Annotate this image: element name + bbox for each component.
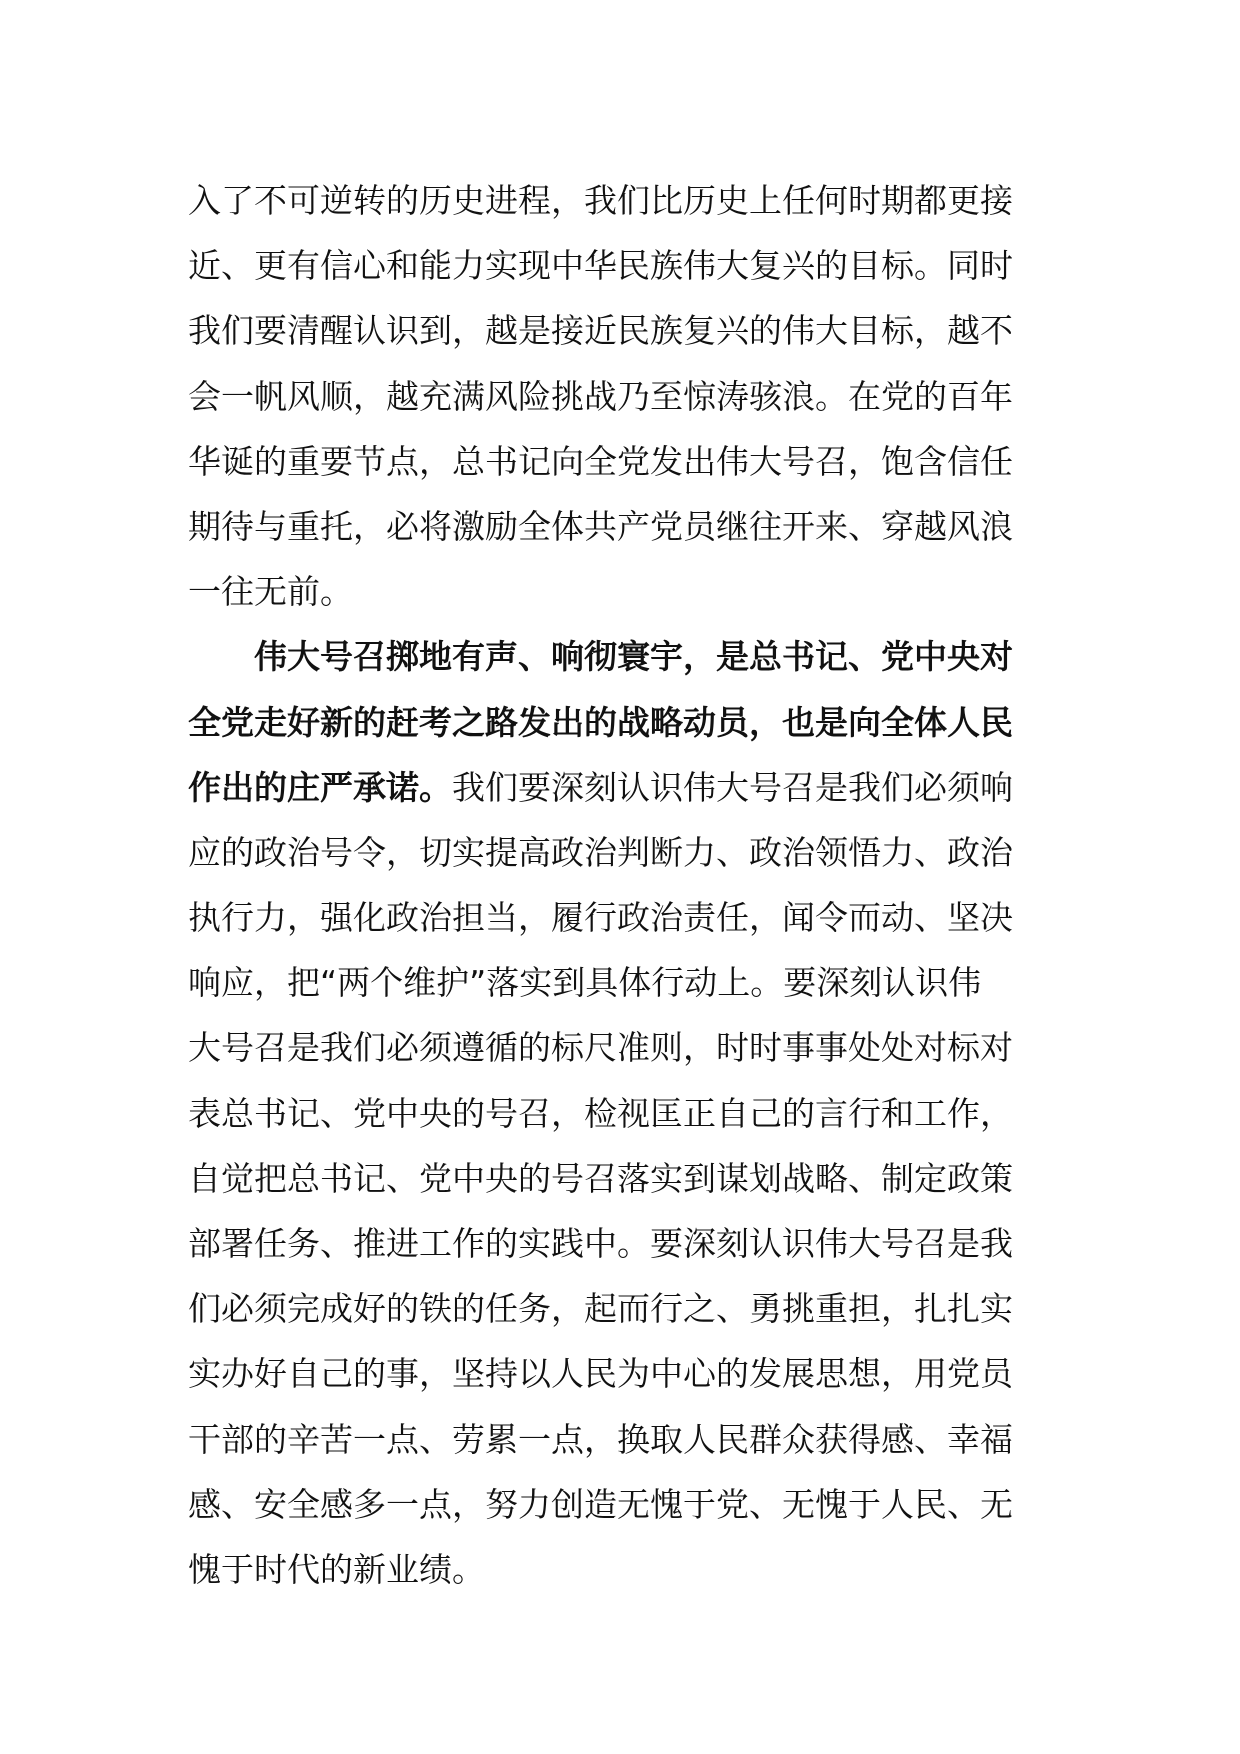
text-line: 们必须完成好的铁的任务，起而行之、勇挑重担，扎扎实	[188, 1289, 1013, 1329]
bold-heading-fragment: 作出的庄严承诺。	[188, 767, 452, 807]
text-line: 入了不可逆转的历史进程，我们比历史上任何时期都更接	[188, 181, 1013, 220]
bold-heading-line: 伟大号召掷地有声、响彻寰宇，是总书记、党中央对	[254, 637, 1013, 677]
body-text	[188, 168, 1056, 1602]
text-line: 期待与重托，必将激励全体共产党员继往开来、穿越风浪	[188, 506, 1013, 546]
text-line: 响应，把“两个维护”落实到具体行动上。要深刻认识伟	[188, 963, 982, 1003]
text-line: 部署任务、推进工作的实践中。要深刻认识伟大号召是我	[188, 1224, 1013, 1263]
text-line: 会一帆风顺，越充满风险挑战乃至惊涛骇浪。在党的百年	[188, 376, 1013, 416]
paragraph-2	[188, 624, 1056, 1602]
text-line: 表总书记、党中央的号召，检视匡正自己的言行和工作，	[188, 1093, 1013, 1133]
text-line: 自觉把总书记、党中央的号召落实到谋划战略、制定政策	[188, 1158, 1013, 1198]
bold-heading-line: 全党走好新的赶考之路发出的战略动员，也是向全体人民	[188, 702, 1013, 742]
text-line: 执行力，强化政治担当，履行政治责任，闻令而动、坚决	[188, 898, 1013, 938]
text-line: 实办好自己的事，坚持以人民为中心的发展思想，用党员	[188, 1354, 1013, 1394]
text-line: 华诞的重要节点，总书记向全党发出伟大号召，饱含信任	[188, 441, 1013, 481]
paragraph-1	[188, 168, 1056, 624]
text-line: 一往无前。	[188, 572, 353, 612]
text-line: 近、更有信心和能力实现中华民族伟大复兴的目标。同时	[188, 246, 1013, 286]
text-line: 我们要清醒认识到，越是接近民族复兴的伟大目标，越不	[188, 311, 1013, 351]
text-line: 干部的辛苦一点、劳累一点，换取人民群众获得感、幸福	[188, 1419, 1013, 1459]
text-line: 应的政治号令，切实提高政治判断力、政治领悟力、政治	[188, 832, 1013, 872]
text-line: 大号召是我们必须遵循的标尺准则，时时事事处处对标对	[188, 1028, 1013, 1068]
text-line: 愧于时代的新业绩。	[188, 1549, 485, 1589]
text-fragment: 我们要深刻认识伟大号召是我们必须响	[452, 767, 1013, 807]
mixed-line	[188, 755, 1056, 820]
text-line: 感、安全感多一点，努力创造无愧于党、无愧于人民、无	[188, 1484, 1013, 1524]
